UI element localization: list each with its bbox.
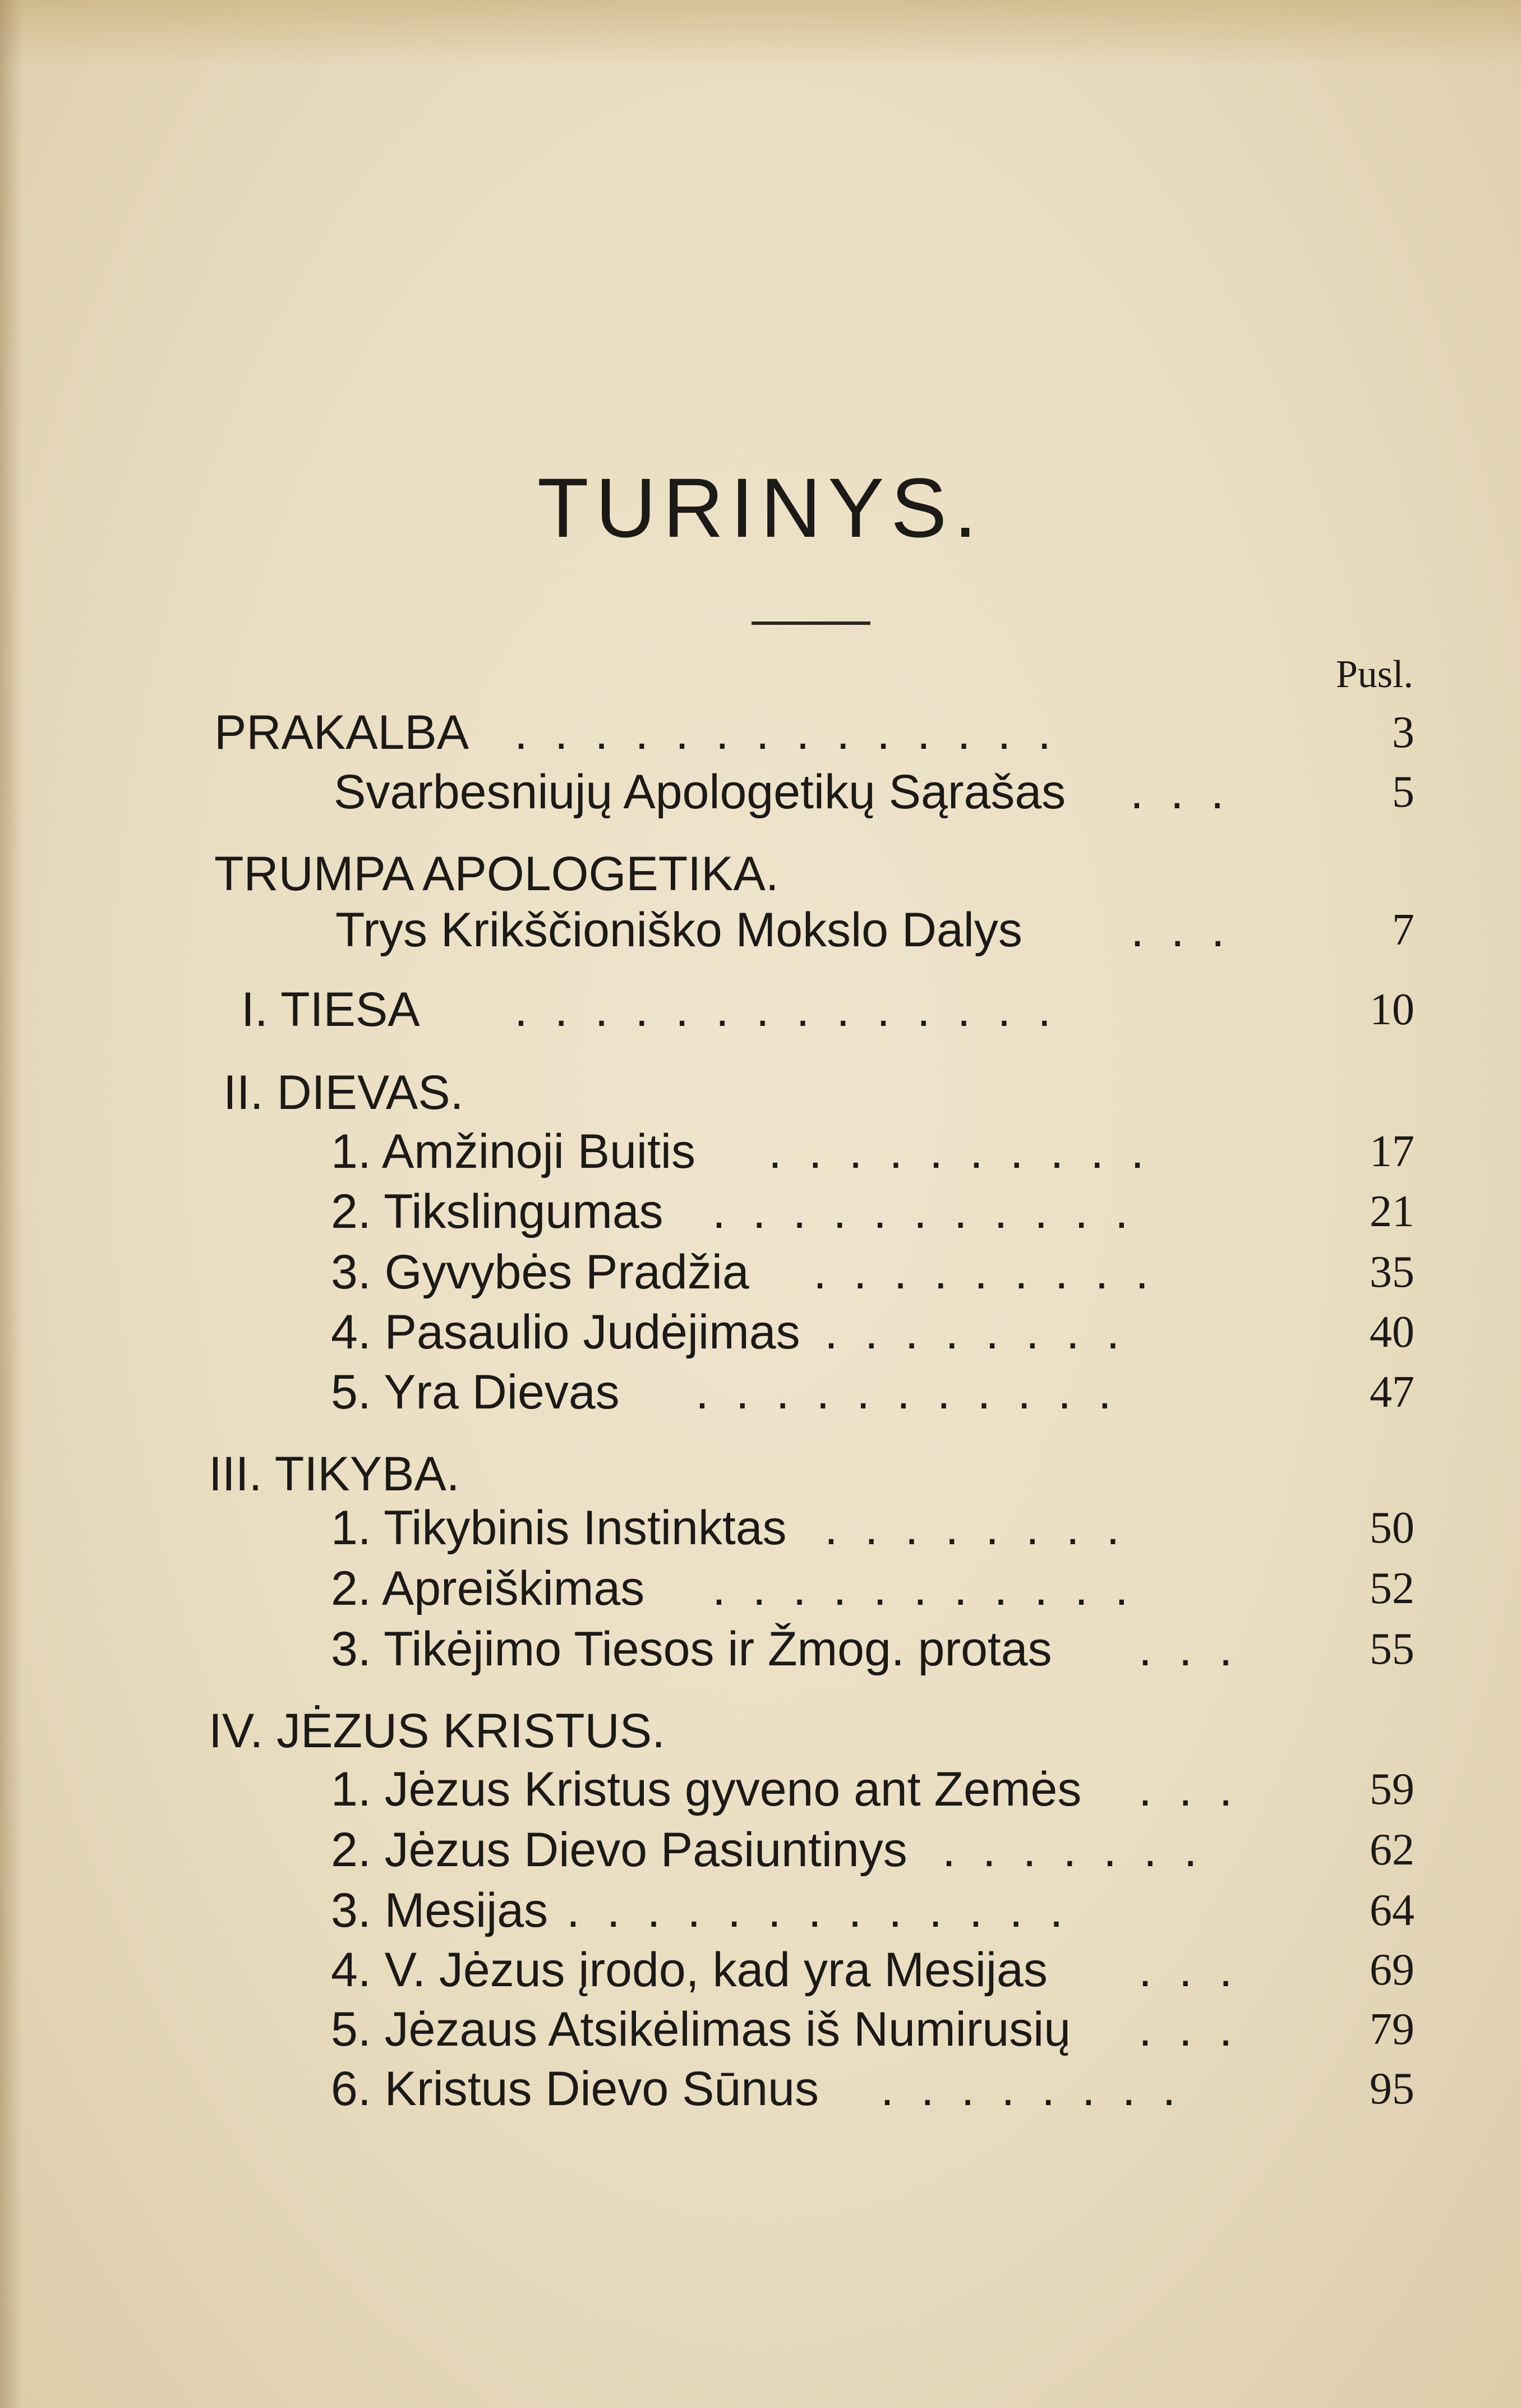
toc-page-number: 64	[1370, 1886, 1414, 1935]
toc-page-number: 21	[1370, 1187, 1414, 1236]
page-stain-left	[0, 0, 22, 2408]
toc-page-number: 55	[1370, 1624, 1414, 1674]
toc-leader-dots: . . . . . . . .	[881, 2062, 1183, 2116]
toc-entry-dievas-3	[331, 1244, 1414, 1300]
toc-entry-jezus-1	[331, 1761, 1414, 1817]
toc-leader-dots: . . . . . . . . . . .	[695, 1365, 1118, 1419]
toc-leader-dots: . . . . . . . . . . .	[712, 1562, 1135, 1615]
toc-leader-dots: . . .	[1130, 765, 1231, 819]
toc-entry-label: 5. Yra Dievas	[331, 1365, 620, 1419]
toc-leader-dots: . . .	[1139, 1762, 1239, 1816]
toc-entry-jezus-5	[331, 2001, 1414, 2057]
toc-leader-dots: . . . . . . . . . . . . . .	[514, 706, 1058, 759]
toc-entry-dalys	[335, 902, 1414, 958]
toc-entry-label: 5. Jėzaus Atsikėlimas iš Numirusių	[331, 2002, 1071, 2056]
page-column-header: Pusl.	[1335, 653, 1413, 696]
toc-entry-prakalba	[214, 705, 1414, 761]
toc-page-number: 50	[1370, 1503, 1414, 1553]
toc-leader-dots: . . . . . . . .	[824, 1305, 1127, 1359]
toc-section-dievas: II. DIEVAS.	[223, 1066, 464, 1120]
toc-page-number: 52	[1370, 1564, 1414, 1613]
toc-entry-tikyba-3	[331, 1621, 1414, 1677]
toc-leader-dots: . . .	[1139, 1622, 1239, 1676]
toc-page-number: 69	[1370, 1945, 1414, 1995]
toc-entry-dievas-4	[331, 1304, 1414, 1360]
toc-entry-jezus-4	[331, 1942, 1414, 1998]
toc-entry-label: 3. Mesijas	[331, 1884, 549, 1937]
toc-page-number: 47	[1370, 1368, 1414, 1417]
toc-entry-tikyba-1	[331, 1500, 1414, 1556]
page-stain-top	[0, 0, 1521, 67]
toc-entry-tiesa	[241, 982, 1414, 1038]
toc-leader-dots: . . . . . . . .	[824, 1501, 1127, 1555]
toc-page-number: 95	[1370, 2064, 1414, 2114]
toc-page-number: 10	[1370, 985, 1414, 1034]
toc-entry-label: 3. Tikėjimo Tiesos ir Žmog. protas	[331, 1622, 1052, 1676]
toc-page-number: 35	[1370, 1247, 1414, 1297]
toc-leader-dots: . . .	[1131, 903, 1232, 957]
toc-page-number: 62	[1370, 1825, 1414, 1875]
toc-entry-label: 4. V. Jėzus įrodo, kad yra Mesijas	[331, 1943, 1048, 1997]
toc-entry-label: 1. Tikybinis Instinktas	[331, 1501, 787, 1555]
toc-leader-dots: . . .	[1139, 1943, 1239, 1997]
toc-leader-dots: . . . . . . . . .	[813, 1245, 1156, 1299]
toc-entry-jezus-2	[331, 1822, 1414, 1878]
toc-page-number: 59	[1370, 1765, 1414, 1814]
toc-entry-label: PRAKALBA	[214, 706, 469, 759]
title-divider	[752, 621, 870, 625]
toc-leader-dots: . . . . . . . . . . . . .	[566, 1884, 1070, 1937]
toc-page-number: 7	[1392, 905, 1414, 955]
toc-page-number: 17	[1370, 1127, 1414, 1176]
toc-leader-dots: . . .	[1139, 2002, 1239, 2056]
toc-entry-label: 3. Gyvybės Pradžia	[331, 1245, 749, 1299]
toc-entry-dievas-5	[331, 1364, 1414, 1420]
toc-entry-label: Svarbesniujų Apologetikų Sąrašas	[334, 765, 1066, 819]
toc-leader-dots: . . . . . . .	[942, 1823, 1204, 1877]
toc-leader-dots: . . . . . . . . . . .	[712, 1185, 1135, 1238]
toc-entry-label: 2. Apreiškimas	[331, 1562, 645, 1615]
toc-entry-label: 2. Jėzus Dievo Pasiuntinys	[331, 1823, 907, 1877]
toc-entry-label: 6. Kristus Dievo Sūnus	[331, 2062, 819, 2116]
toc-entry-jezus-6	[331, 2061, 1414, 2117]
toc-page-number: 3	[1392, 708, 1414, 757]
toc-leader-dots: . . . . . . . . . . . . . .	[514, 983, 1058, 1037]
toc-leader-dots: . . . . . . . . . .	[768, 1125, 1151, 1178]
toc-section-tikyba: III. TIKYBA.	[209, 1447, 460, 1501]
toc-page-number: 40	[1370, 1307, 1414, 1357]
toc-entry-sarasas	[334, 764, 1414, 820]
toc-section-trumpa-apologetika: TRUMPA APOLOGETIKA.	[214, 847, 779, 901]
toc-entry-jezus-3	[331, 1882, 1414, 1939]
page-title: TURINYS.	[537, 461, 984, 555]
toc-page-number: 5	[1392, 767, 1414, 817]
toc-entry-tikyba-2	[331, 1560, 1414, 1617]
toc-page-number: 79	[1370, 2005, 1414, 2054]
toc-entry-label: I. TIESA	[241, 983, 420, 1037]
toc-entry-label: 2. Tikslingumas	[331, 1185, 663, 1238]
toc-section-jezus-kristus: IV. JĖZUS KRISTUS.	[209, 1704, 666, 1758]
toc-entry-dievas-2	[331, 1184, 1414, 1240]
toc-entry-label: Trys Krikščioniško Mokslo Dalys	[335, 903, 1022, 957]
toc-entry-label: 1. Amžinoji Buitis	[331, 1125, 696, 1178]
toc-entry-dievas-1	[331, 1124, 1414, 1180]
toc-entry-label: 4. Pasaulio Judėjimas	[331, 1305, 800, 1359]
toc-entry-label: 1. Jėzus Kristus gyveno ant Zemės	[331, 1762, 1082, 1816]
